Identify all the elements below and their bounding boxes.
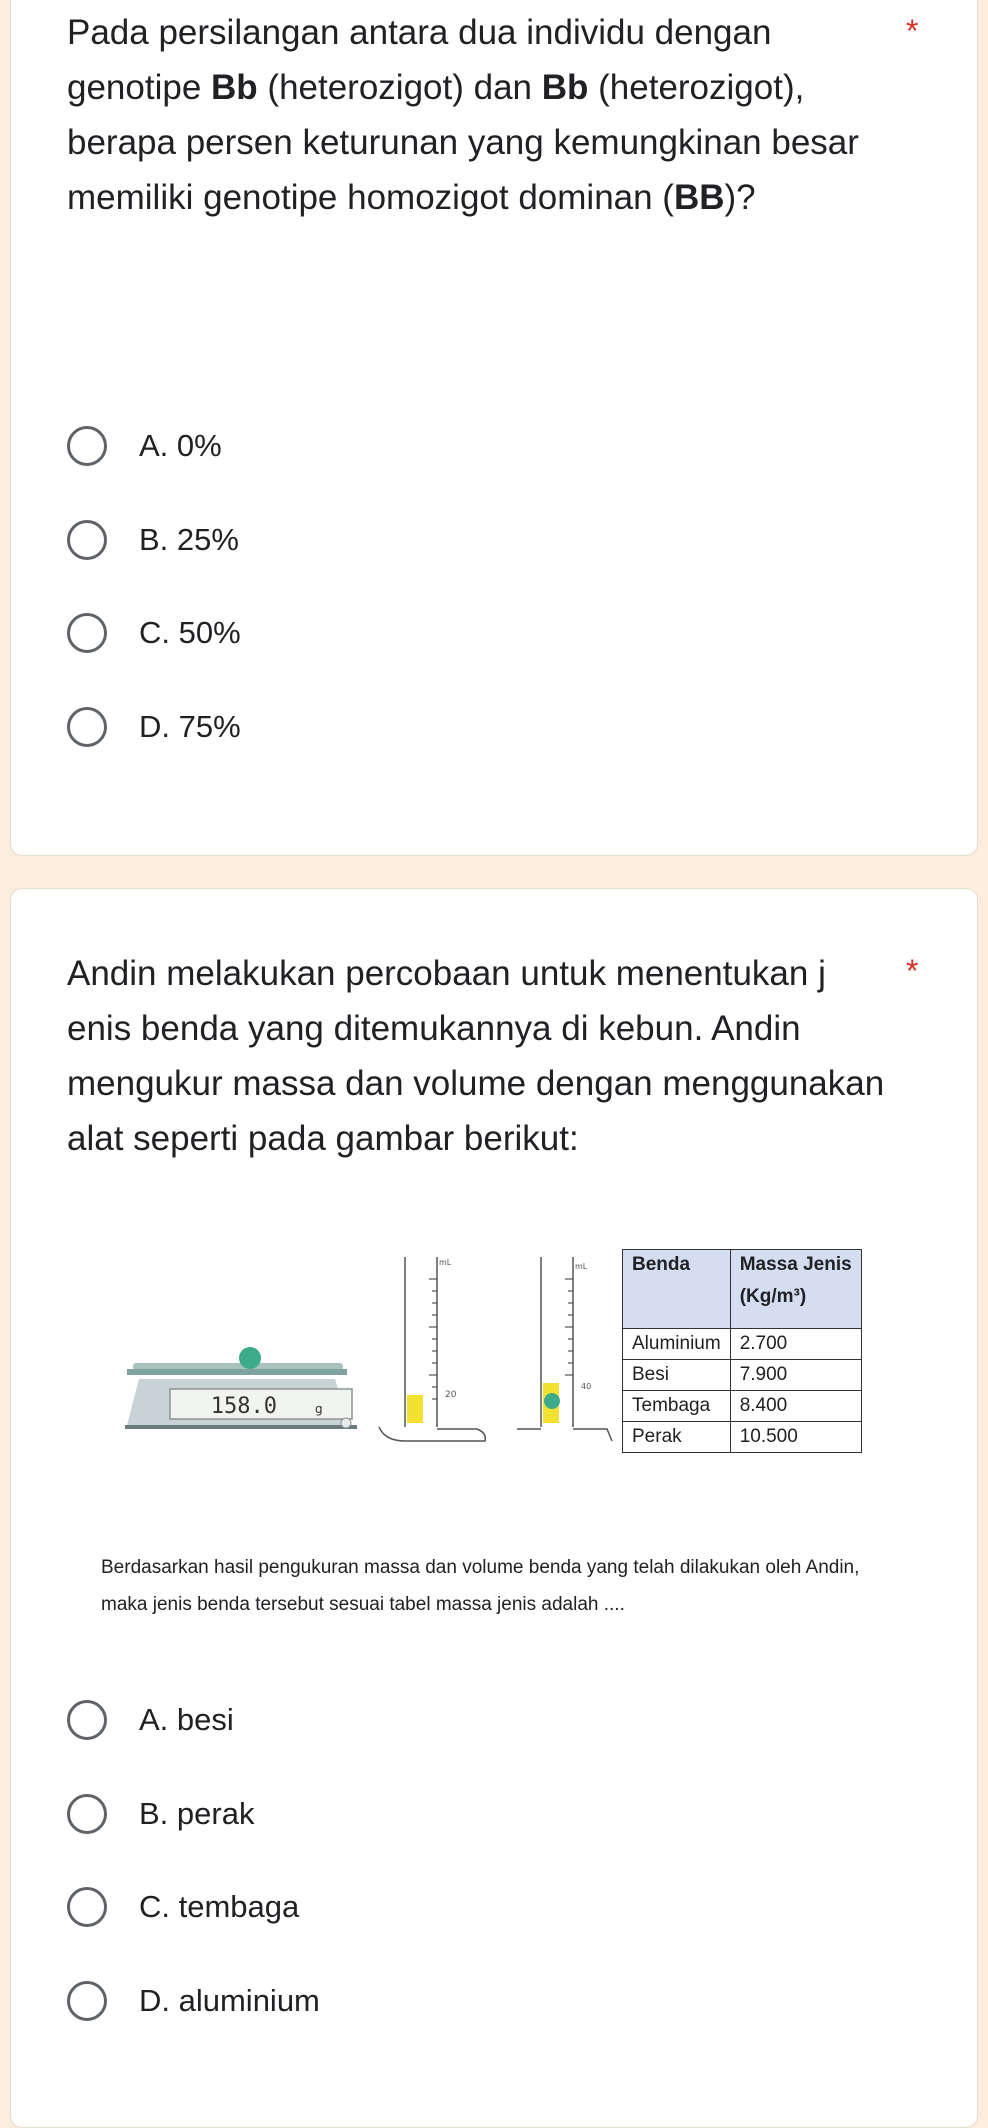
- option-label: B. 25%: [139, 522, 239, 557]
- option-a[interactable]: [67, 1695, 234, 1745]
- table-cell: Perak: [623, 1422, 731, 1453]
- option-c[interactable]: [67, 608, 241, 658]
- option-label: A. besi: [139, 1702, 234, 1737]
- density-table: [622, 1249, 862, 1453]
- table-row: [623, 1391, 862, 1422]
- measuring-cylinder-2: [517, 1257, 612, 1441]
- question-text-bold: Bb: [211, 68, 258, 107]
- question-text: Pada persilangan antara dua individu dengan genotipe: [67, 13, 772, 107]
- question-card-1: [10, 0, 978, 856]
- apparatus-illustration: [67, 1249, 627, 1509]
- experiment-figure: [67, 1249, 967, 1569]
- table-header: Benda: [623, 1250, 731, 1329]
- table-cell: Besi: [623, 1360, 731, 1391]
- radio-button[interactable]: [67, 1700, 107, 1740]
- table-row: [623, 1422, 862, 1453]
- option-label: B. perak: [139, 1796, 255, 1831]
- table-row: [623, 1329, 862, 1360]
- option-label: D. aluminium: [139, 1983, 320, 2018]
- cylinder-mark: 40: [581, 1382, 592, 1391]
- option-label: C. tembaga: [139, 1889, 300, 1924]
- scale-reading: 158.0: [210, 1394, 277, 1419]
- question-title: Andin melakukan percobaan untuk menentukan j enis benda yang ditemukannya di kebun. Andin mengukur massa dan volume dengan menggunakan alat seperti pada gambar berikut:: [67, 954, 885, 1158]
- table-header-unit: (Kg/m³): [739, 1286, 807, 1307]
- table-header: [730, 1250, 861, 1329]
- table-header-row: [623, 1250, 862, 1329]
- liquid: [407, 1395, 423, 1423]
- option-label: C. 50%: [139, 615, 241, 650]
- option-a[interactable]: [67, 421, 222, 471]
- radio-button[interactable]: [67, 1794, 107, 1834]
- option-label: D. 75%: [139, 709, 241, 744]
- question-card-2: [10, 888, 978, 2128]
- question-text: (heterozigot), berapa persen keturunan yang kemungkinan besar memiliki genotipe homozigot dominan (: [67, 68, 859, 217]
- option-b[interactable]: [67, 515, 239, 565]
- question-text-bold: BB: [673, 178, 725, 217]
- table-header-text: Massa Jenis: [739, 1254, 852, 1275]
- option-label: A. 0%: [139, 428, 222, 463]
- required-asterisk: *: [906, 953, 919, 989]
- radio-button[interactable]: [67, 707, 107, 747]
- question-text: )?: [724, 178, 756, 217]
- cylinder-unit: mL: [575, 1262, 588, 1271]
- scale-unit: g: [315, 1402, 323, 1416]
- option-b[interactable]: [67, 1789, 254, 1839]
- table-cell: 7.900: [730, 1360, 861, 1391]
- radio-button[interactable]: [67, 520, 107, 560]
- option-c[interactable]: [67, 1882, 299, 1932]
- digital-scale: [125, 1347, 357, 1429]
- table-cell: 8.400: [730, 1391, 861, 1422]
- sample-object: [544, 1393, 560, 1409]
- table-cell: Aluminium: [623, 1329, 731, 1360]
- measuring-cylinder-1: [379, 1257, 485, 1441]
- option-d[interactable]: [67, 702, 241, 752]
- cylinder-mark: 20: [445, 1390, 457, 1400]
- table-row: [623, 1360, 862, 1391]
- radio-button[interactable]: [67, 426, 107, 466]
- table-cell: Tembaga: [623, 1391, 731, 1422]
- figure-caption: Berdasarkan hasil pengukuran massa dan volume benda yang telah dilakukan oleh Andin, maka jenis benda tersebut sesuai tabel massa jenis adalah ....: [101, 1557, 860, 1615]
- radio-button[interactable]: [67, 1981, 107, 2021]
- table-cell: 2.700: [730, 1329, 861, 1360]
- required-asterisk: *: [906, 13, 919, 49]
- radio-button[interactable]: [67, 613, 107, 653]
- option-d[interactable]: [67, 1976, 320, 2026]
- table-cell: 10.500: [730, 1422, 861, 1453]
- sample-object: [239, 1347, 261, 1369]
- question-title: [67, 5, 867, 225]
- question-text-bold: Bb: [541, 68, 589, 107]
- cylinder-unit: mL: [439, 1258, 452, 1267]
- question-text: (heterozigot) dan: [257, 68, 542, 107]
- radio-button[interactable]: [67, 1887, 107, 1927]
